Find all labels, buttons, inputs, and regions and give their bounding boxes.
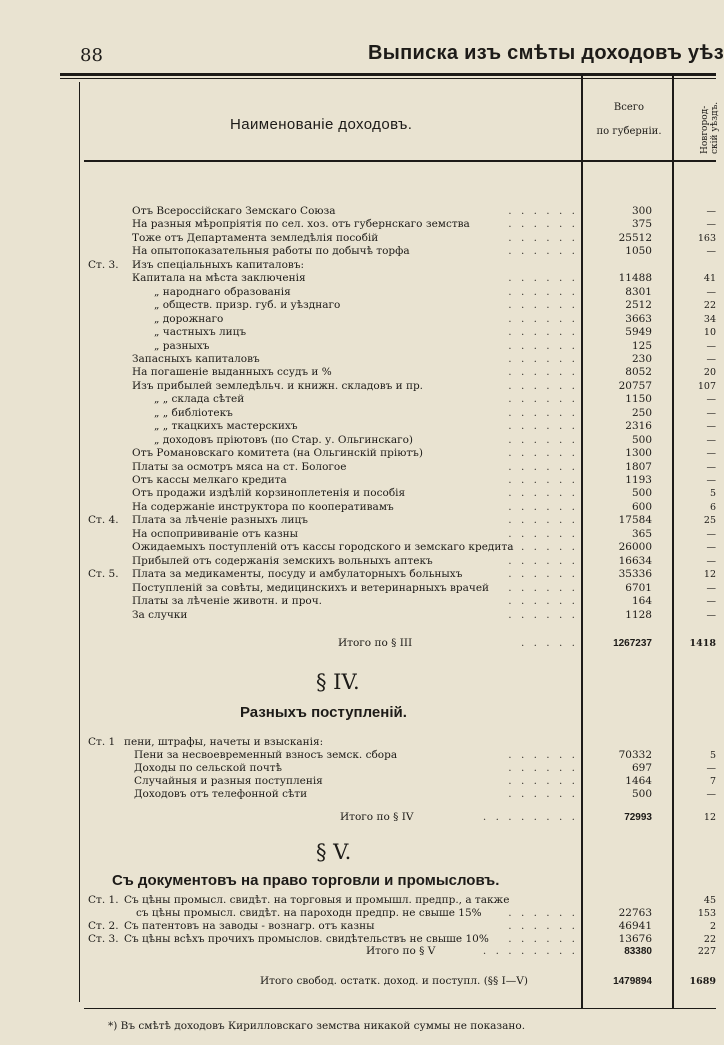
row-value: 16634 [618, 555, 652, 567]
revenue-row [84, 420, 584, 433]
article-number: Ст. 3. [88, 259, 119, 271]
row-value: 25512 [618, 232, 652, 244]
revenue-row [84, 609, 584, 622]
leader-dots: . . . . . . [508, 487, 578, 499]
section-iv-head [84, 736, 584, 749]
row-value: 20757 [618, 380, 652, 392]
total-v-side: 227 [697, 946, 716, 957]
leader-dots: . . . . . . [508, 528, 578, 540]
leader-dots: . . . . . . [508, 749, 578, 761]
row-county-value: — [706, 542, 716, 553]
leader-dots: . . . . . . [508, 568, 578, 580]
row-value: 2316 [625, 420, 652, 432]
leader-dots: . . . . . . [508, 609, 578, 621]
row-value: 3663 [625, 313, 652, 325]
revenue-row [84, 272, 584, 285]
row-value: 500 [631, 487, 652, 499]
leader-dots: . . . . . . [508, 907, 578, 919]
row-value: 600 [631, 501, 652, 513]
revenue-row [84, 232, 584, 245]
row-text: „ „ склада сѣтей [154, 393, 245, 405]
row-county-value: — [706, 394, 716, 405]
leader-dots: . . . . . . [508, 299, 578, 311]
row-text: За случки [132, 609, 188, 621]
row-text: Изъ прибылей земледѣльч. и книжн. складовъ и пр. [132, 380, 424, 392]
revenue-row [84, 461, 584, 474]
row-county-value: — [706, 408, 716, 419]
revenue-row [84, 299, 584, 312]
leader-dots: . . . . . . [508, 340, 578, 352]
revenue-row [84, 775, 584, 788]
row-text: „ обществ. призр. губ. и уѣзднаго [154, 299, 341, 311]
grand-total-row [84, 975, 584, 988]
row-text: На содержаніе инструктора по кооперативамъ [132, 501, 394, 513]
row-text: На опытопоказательныя работы по добычѣ торфа [132, 245, 410, 257]
row-county-value: — [706, 421, 716, 432]
row-county-value: 153 [697, 908, 716, 919]
row-text: Случайныя и разныя поступленія [134, 775, 323, 787]
revenue-row [84, 568, 584, 581]
row-county-value: 107 [697, 381, 716, 392]
row-county-value: 6 [709, 502, 716, 513]
row-text: Тоже отъ Департамента земледѣлія пособій [132, 232, 379, 244]
leader-dots: . . . . . . [508, 514, 578, 526]
leader-dots: . . . . . . [508, 313, 578, 325]
section-iv-title: Разныхъ поступленій. [240, 704, 407, 721]
revenue-row [84, 762, 584, 775]
row-text: „ народнаго образованія [154, 286, 291, 298]
revenue-row [84, 514, 584, 527]
row-county-value: 5 [709, 488, 716, 499]
row-county-value: 7 [709, 776, 716, 787]
leader-dots: . . . . . . [508, 407, 578, 419]
grand-total-side: 1689 [689, 976, 716, 987]
section-iv-symbol: § IV. [316, 670, 360, 694]
revenue-row [84, 407, 584, 420]
revenue-row [84, 366, 584, 379]
row-value: 125 [631, 340, 652, 352]
row-text: „ „ библіотекъ [154, 407, 233, 419]
leader-dots: . . . . . . [508, 595, 578, 607]
revenue-row [84, 353, 584, 366]
grand-total-label: Итого свобод. остатк. доход. и поступл. (§§ I—V) [260, 975, 528, 987]
row-county-value: — [706, 556, 716, 567]
row-value: 375 [631, 218, 652, 230]
leader-dots: . . . . . [520, 637, 578, 649]
row-county-value: — [706, 789, 716, 800]
row-value: 1300 [625, 447, 652, 459]
row-text: Отъ Всероссійскаго Земскаго Союза [132, 205, 336, 217]
row-county-value: — [706, 341, 716, 352]
revenue-row [84, 393, 584, 406]
row-county-value: — [706, 596, 716, 607]
leader-dots: . . . . . . [508, 501, 578, 513]
revenue-row [84, 894, 584, 907]
row-text: „ доходовъ пріютовъ (по Стар. у. Ольгинскаго) [154, 434, 414, 446]
row-value: 500 [631, 434, 652, 446]
row-text: „ „ ткацкихъ мастерскихъ [154, 420, 298, 432]
row-value: 1193 [625, 474, 652, 486]
total-iv-row [84, 811, 584, 824]
total-iii-row [84, 637, 584, 650]
row-text: На оспопрививаніе отъ казны [132, 528, 299, 540]
column-header-total-line2: по губерніи. [596, 126, 662, 137]
revenue-row [84, 313, 584, 326]
revenue-row [84, 501, 584, 514]
leader-dots: . . . . . . [508, 205, 578, 217]
total-iii-value: 1267237 [613, 638, 652, 649]
revenue-row [84, 595, 584, 608]
row-county-value: — [706, 435, 716, 446]
row-value: 500 [631, 788, 652, 800]
leader-dots: . . . . . . [508, 353, 578, 365]
revenue-row [84, 259, 584, 272]
row-county-value: — [706, 354, 716, 365]
row-text: Прибылей отъ содержанія земскихъ вольныхъ аптекъ [132, 555, 433, 567]
row-value: 6701 [625, 582, 652, 594]
leader-dots: . . . . . . [508, 380, 578, 392]
row-value: 1050 [625, 245, 652, 257]
row-text: Платы за лѣченіе животн. и проч. [132, 595, 323, 607]
row-county-value: 41 [703, 273, 716, 284]
row-value: 1464 [625, 775, 652, 787]
left-rule [79, 82, 80, 1002]
row-county-value: — [706, 583, 716, 594]
row-county-value: — [706, 206, 716, 217]
total-iv-label: Итого по § IV [340, 811, 414, 823]
row-text: Съ цѣны промысл. свидѣт. на торговыя и промышл. предпр., а также [124, 894, 510, 906]
leader-dots: . . . . . . [508, 366, 578, 378]
row-value: 22763 [618, 907, 652, 919]
row-value: 13676 [618, 933, 652, 945]
row-value: 17584 [618, 514, 652, 526]
revenue-row [84, 286, 584, 299]
row-county-value: 163 [697, 233, 716, 244]
row-value: 1150 [625, 393, 652, 405]
row-text: пени, штрафы, начеты и взысканія: [124, 736, 324, 748]
total-v-label: Итого по § V [366, 945, 436, 957]
row-county-value: 34 [703, 314, 716, 325]
row-text: Ожидаемыхъ поступленій отъ кассы городского и земскаго кредита [132, 541, 514, 553]
total-v-row [84, 945, 584, 958]
leader-dots: . . . . . . [508, 933, 578, 945]
row-text: Доходовъ отъ телефонной сѣти [134, 788, 308, 800]
row-county-value: — [706, 448, 716, 459]
row-text: Отъ продажи издѣлій корзиноплетенія и пособія [132, 487, 406, 499]
revenue-row [84, 907, 584, 920]
row-text: съ цѣны промысл. свидѣт. на пароходн предпр. не свыше 15% [136, 907, 482, 919]
row-value: 365 [631, 528, 652, 540]
leader-dots: . . . . . . [508, 393, 578, 405]
column-rule-2 [672, 76, 674, 1008]
leader-dots: . . . . . . . . [482, 811, 578, 823]
row-county-value: 20 [703, 367, 716, 378]
row-value: 46941 [618, 920, 652, 932]
article-number: Ст. 1 [88, 736, 116, 748]
row-text: Запасныхъ капиталовъ [132, 353, 260, 365]
revenue-row [84, 788, 584, 801]
leader-dots: . . . . . . [508, 245, 578, 257]
row-text: Плата за лѣченіе разныхъ лицъ [132, 514, 308, 526]
leader-dots: . . . . . . [508, 218, 578, 230]
revenue-row [84, 218, 584, 231]
row-value: 250 [631, 407, 652, 419]
row-value: 70332 [618, 749, 652, 761]
total-iii-side: 1418 [689, 638, 716, 649]
row-value: 300 [631, 205, 652, 217]
row-text: На разныя мѣропріятія по сел. хоз. отъ губернскаго земства [132, 218, 470, 230]
article-number: Ст. 4. [88, 514, 119, 526]
row-text: Поступленій за совѣты, медицинскихъ и ветеринарныхъ врачей [132, 582, 490, 594]
row-text: Съ цѣны всѣхъ прочихъ промыслов. свидѣтельствъ не свыше 10% [124, 933, 489, 945]
leader-dots: . . . . . . [508, 762, 578, 774]
row-text: „ дорожнаго [154, 313, 224, 325]
revenue-row [84, 434, 584, 447]
row-value: 1807 [625, 461, 652, 473]
revenue-row [84, 205, 584, 218]
row-value: 230 [631, 353, 652, 365]
row-county-value: — [706, 246, 716, 257]
column-header-county: Новгород-скій уѣздъ. [700, 101, 720, 154]
section-v-symbol: § V. [316, 840, 352, 864]
row-text: Доходы по сельской почтѣ [134, 762, 282, 774]
total-iv-value: 72993 [624, 812, 652, 823]
leader-dots: . . . . . . [508, 474, 578, 486]
row-text: Отъ кассы мелкаго кредита [132, 474, 287, 486]
top-rule [60, 73, 716, 76]
row-county-value: 2 [709, 921, 716, 932]
revenue-row [84, 920, 584, 933]
leader-dots: . . . . . . [508, 775, 578, 787]
row-county-value: — [706, 529, 716, 540]
total-iv-side: 12 [703, 812, 716, 823]
footnote-rule [84, 1008, 716, 1009]
revenue-row [84, 474, 584, 487]
row-value: 11488 [618, 272, 652, 284]
row-value: 26000 [618, 541, 652, 553]
revenue-row [84, 245, 584, 258]
row-county-value: 22 [703, 300, 716, 311]
revenue-row [84, 528, 584, 541]
footnote: *) Въ смѣтѣ доходовъ Кирилловскаго земства никакой суммы не показано. [108, 1020, 526, 1032]
revenue-row [84, 487, 584, 500]
leader-dots: . . . . . . [508, 447, 578, 459]
leader-dots: . . . . . . [508, 461, 578, 473]
leader-dots: . . . . . . [508, 272, 578, 284]
top-rule-2 [60, 78, 716, 79]
row-text: „ разныхъ [154, 340, 210, 352]
revenue-row [84, 340, 584, 353]
article-number: Ст. 2. [88, 920, 119, 932]
revenue-row [84, 555, 584, 568]
revenue-row [84, 541, 584, 554]
row-value: 5949 [625, 326, 652, 338]
column-header-name: Наименованіе доходовъ. [230, 116, 413, 133]
row-county-value: — [706, 219, 716, 230]
row-county-value: 10 [703, 327, 716, 338]
article-number: Ст. 5. [88, 568, 119, 580]
row-text: Плата за медикаменты, посуду и амбулаторныхъ больныхъ [132, 568, 463, 580]
header-bottom-rule [84, 160, 716, 162]
total-v-value: 83380 [624, 946, 652, 957]
leader-dots: . . . . . . [508, 286, 578, 298]
row-text: Капитала на мѣста заключенія [132, 272, 306, 284]
revenue-row [84, 447, 584, 460]
row-text: Изъ спеціальныхъ капиталовъ: [132, 259, 305, 271]
article-number: Ст. 3. [88, 933, 119, 945]
leader-dots: . . . . . . [508, 434, 578, 446]
row-county-value: 45 [703, 895, 716, 906]
row-county-value: — [706, 763, 716, 774]
leader-dots: . . . . . . [508, 555, 578, 567]
revenue-row [84, 380, 584, 393]
grand-total-value: 1479894 [613, 976, 652, 987]
leader-dots: . . . . . . [508, 582, 578, 594]
leader-dots: . . . . . . [508, 920, 578, 932]
row-text: Съ патентовъ на заводы - вознагр. отъ казны [124, 920, 375, 932]
row-value: 8052 [625, 366, 652, 378]
row-text: На погашеніе выданныхъ ссудъ и % [132, 366, 332, 378]
running-head: Выписка изъ смѣты доходовъ уѣз [368, 42, 724, 64]
row-text: Платы за осмотръ мяса на ст. Бологое [132, 461, 347, 473]
row-county-value: 22 [703, 934, 716, 945]
column-header-total [584, 96, 674, 144]
leader-dots: . . . . . . [508, 420, 578, 432]
row-county-value: — [706, 475, 716, 486]
leader-dots: . . . . . . [508, 232, 578, 244]
row-county-value: 25 [703, 515, 716, 526]
article-number: Ст. 1. [88, 894, 119, 906]
total-iii-label: Итого по § III [338, 637, 413, 649]
leader-dots: . . . . . . . . [482, 945, 578, 957]
row-value: 1128 [625, 609, 652, 621]
leader-dots: . . . . . . [508, 788, 578, 800]
row-county-value: — [706, 462, 716, 473]
row-county-value: 5 [709, 750, 716, 761]
row-county-value: — [706, 610, 716, 621]
row-value: 2512 [625, 299, 652, 311]
leader-dots: . . . . . . [508, 541, 578, 553]
row-text: Отъ Романовскаго комитета (на Ольгинскій пріютъ) [132, 447, 423, 459]
leader-dots: . . . . . . [508, 326, 578, 338]
section-v-title: Съ документовъ на право торговли и промысловъ. [112, 872, 500, 889]
row-value: 8301 [625, 286, 652, 298]
revenue-row [84, 326, 584, 339]
row-county-value: 12 [703, 569, 716, 580]
row-text: „ частныхъ лицъ [154, 326, 247, 338]
revenue-row [84, 582, 584, 595]
row-county-value: — [706, 287, 716, 298]
row-value: 164 [631, 595, 652, 607]
row-value: 697 [631, 762, 652, 774]
page-number: 88 [80, 45, 103, 66]
column-header-total-line1: Всего [613, 102, 645, 113]
row-text: Пени за несвоевременный взносъ земск. сбора [134, 749, 398, 761]
row-value: 35336 [618, 568, 652, 580]
revenue-row [84, 749, 584, 762]
